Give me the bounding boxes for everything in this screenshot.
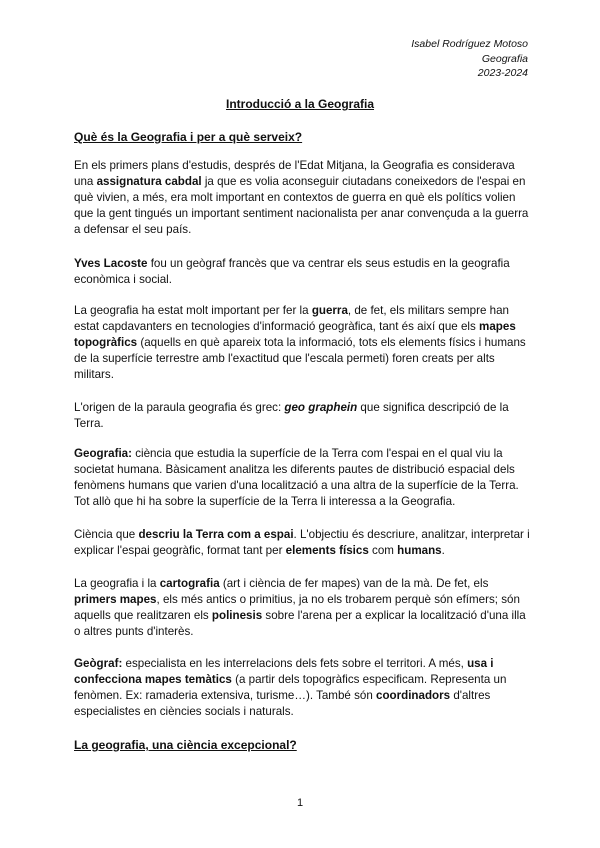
paragraph-1: En els primers plans d'estudis, després de l'Edat Mitjana, la Geografia es considerava una assignatura cabdal ja que es volia aconseguir ciutadans coneixedors de l'espai en què vivien, a més, era molt important en contextos de guerra en què els polítics volien que la gent tingués un important sentiment nacionalista per anar convençuda a la guerra a defensar el seu país.: [74, 159, 529, 236]
document-title: Introducció a la Geografia: [225, 97, 375, 111]
page-number: 1: [296, 797, 304, 809]
paragraph-6: Ciència que descriu la Terra com a espai. L'objectiu és descriure, analitzar, interpretar i explicar l'espai geogràfic, format tant per elements físics com humans.: [74, 528, 530, 557]
header-subject: Geografia: [481, 52, 528, 65]
paragraph-8: Geògraf: especialista en les interrelacions dels fets sobre el territori. A més, usa i confecciona mapes temàtics (a partir dels topogràfics especificam. Representa un fenòmen. Ex: ramaderia extensiva, turisme…). També són coordinadors d'altres especialistes en ciències socials i naturals.: [74, 657, 507, 718]
document-header: [411, 37, 528, 81]
paragraph-7: La geografia i la cartografia (art i ciència de fer mapes) van de la mà. De fet, els primers mapes, els més antics o primitius, ja no els trobarem perquè són efímers; són aquells que realitzaren els polinesis sobre l'arena per a explicar la localització d'una illa o altres punts d'interès.: [74, 577, 526, 638]
section-heading-2: La geografia, una ciència excepcional?: [74, 738, 297, 752]
paragraph-5: Geografia: ciència que estudia la superfície de la Terra com l'espai en el qual viu la societat humana. Bàsicament analitza les diferents pautes de distribució espacial dels fenòmens humans que varien d'una localització a una altra de la superfície de la Terra. Tot allò que hi ha sobre la superfície de la Terra li interessa a la Geografia.: [74, 447, 519, 508]
paragraph-2: Yves Lacoste fou un geògraf francès que va centrar els seus estudis en la geografia econòmica i social.: [74, 257, 510, 286]
header-author: Isabel Rodríguez Motoso: [411, 38, 528, 50]
header-year: 2023-2024: [477, 67, 528, 79]
section-heading-1: Què és la Geografia i per a què serveix?: [74, 130, 303, 144]
paragraph-4: L'origen de la paraula geografia és grec: geo graphein que significa descripció de la Terra.: [74, 401, 509, 430]
paragraph-3: La geografia ha estat molt important per fer la guerra, de fet, els militars sempre han estat capdavanters en tecnologies d'informació geogràfica, tant és així que els mapes topogràfics (aquells en què apareix tota la informació, tots els elements físics i humans de la superfície terrestre amb l'exactitud que l'escala permeti) foren creats per alts militars.: [74, 304, 526, 381]
